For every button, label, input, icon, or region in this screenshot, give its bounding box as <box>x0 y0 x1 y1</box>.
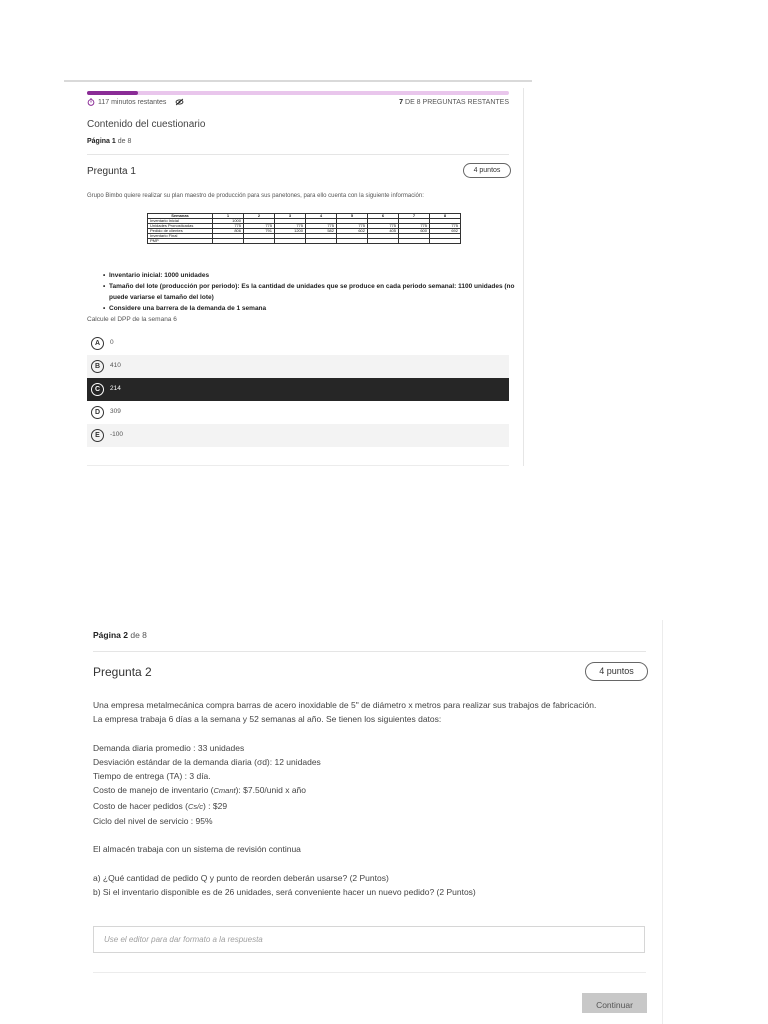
system-note: El almacén trabaja con un sistema de revisión continua <box>93 844 301 855</box>
answer-options <box>87 332 509 447</box>
table-header-cell: 1 <box>213 214 244 219</box>
continue-button[interactable]: Continuar <box>582 993 647 1013</box>
cost-manejo-label: Costo de manejo de inventario ( <box>93 785 214 796</box>
question-2-para-1: Una empresa metalmecánica compra barras de acero inoxidable de 5" de diámetro x metros para realizar sus trabajos de fabricación. <box>93 700 597 710</box>
table-cell <box>399 239 430 244</box>
table-cell: 405 <box>368 229 399 234</box>
option-e[interactable] <box>87 424 509 447</box>
question-2-points-badge: 4 puntos <box>585 662 648 681</box>
table-cell <box>368 239 399 244</box>
table-cell: 1000 <box>213 219 244 224</box>
table-cell: 791 <box>244 229 275 234</box>
questions-remaining-suffix: DE 8 PREGUNTAS RESTANTES <box>405 99 509 106</box>
questions-remaining <box>399 99 509 106</box>
table-cell: 602 <box>337 229 368 234</box>
eye-slash-icon[interactable] <box>175 98 184 106</box>
table-header-cell: 3 <box>275 214 306 219</box>
question-2-para-2: La empresa trabaja 6 días a la semana y 52 semanas al año. Se tienen los siguientes datos: <box>93 714 442 725</box>
option-letter: B <box>91 360 104 373</box>
cost-manejo-symbol: Cmant <box>213 786 236 796</box>
table-header-cell: 2 <box>244 214 275 219</box>
sub-question-b: b) Si el inventario disponible es de 26 unidades, será conveniente hacer un nuevo pedido? (2 Puntos) <box>93 886 476 897</box>
option-text: 410 <box>110 362 121 369</box>
list-item: • Considere una barrera de la demanda de 1 semana <box>103 305 267 312</box>
page-indicator-1 <box>87 138 131 145</box>
table-header-cell: 5 <box>337 214 368 219</box>
table-cell: 775 <box>306 224 337 229</box>
bullet-text: Considere una barrera de la demanda de 1 semana <box>109 305 267 312</box>
option-letter: D <box>91 406 104 419</box>
table-header-cell: 8 <box>430 214 461 219</box>
table-cell: 806 <box>213 229 244 234</box>
page-2-of: de 8 <box>130 630 147 640</box>
production-plan-table <box>147 213 461 244</box>
list-item: • Tamaño del lote (producción por periodo): Es la cantidad de unidades que se produce en cada periodo semanal: 1100 unidades (no puede variarse el tamaño del lote) <box>103 283 515 301</box>
cost-pedido-symbol: Cs/c <box>187 801 203 811</box>
table-cell: Unidades Pronosticadas <box>148 224 213 229</box>
table-cell: 582 <box>306 229 337 234</box>
page-2-label: Página 2 <box>93 630 128 640</box>
cost-pedido-label: Costo de hacer pedidos ( <box>93 800 188 811</box>
page-1-of: de 8 <box>117 138 132 145</box>
table-cell: PMP <box>148 239 213 244</box>
data-line-cost-manejo <box>93 783 646 798</box>
question-2-title: Pregunta 2 <box>93 665 152 679</box>
table-row <box>148 239 461 244</box>
option-c[interactable] <box>87 378 509 401</box>
table-cell: Inventario Inicial <box>148 219 213 224</box>
divider <box>87 465 509 466</box>
divider <box>87 154 509 155</box>
table-cell: 775 <box>337 224 368 229</box>
data-line: Tiempo de entrega (TA) : 3 día. <box>93 771 211 782</box>
option-a[interactable] <box>87 332 509 355</box>
table-cell: 775 <box>368 224 399 229</box>
questions-remaining-count: 7 <box>399 99 404 106</box>
option-letter: C <box>91 383 104 396</box>
table-cell <box>244 239 275 244</box>
table-cell: 775 <box>213 224 244 229</box>
table-header-cell: Semanas <box>148 214 213 219</box>
progress-bar-fill <box>87 91 138 95</box>
table-cell: 775 <box>275 224 306 229</box>
table-cell: Inventario Final <box>148 234 213 239</box>
stopwatch-icon <box>87 98 95 106</box>
table-cell <box>337 239 368 244</box>
question-2-body <box>93 698 646 899</box>
time-remaining: 117 minutos restantes <box>98 99 167 106</box>
data-line: Demanda diaria promedio : 33 unidades <box>93 742 245 753</box>
list-item: • Inventario inicial: 1000 unidades <box>103 272 210 279</box>
question-1-prompt: Calcule el DPP de la semana 6 <box>87 316 177 323</box>
bullet-text: Inventario inicial: 1000 unidades <box>109 272 210 279</box>
divider <box>93 972 646 973</box>
option-d[interactable] <box>87 401 509 424</box>
question-1-title: Pregunta 1 <box>87 166 136 177</box>
table-cell: 692 <box>430 229 461 234</box>
panel-right-border <box>523 88 524 466</box>
table-cell <box>213 239 244 244</box>
option-letter: E <box>91 429 104 442</box>
table-header-cell: 6 <box>368 214 399 219</box>
table-cell <box>275 239 306 244</box>
table-cell: 775 <box>244 224 275 229</box>
answer-input[interactable] <box>94 927 644 952</box>
table-cell: 775 <box>430 224 461 229</box>
table-header-cell: 7 <box>399 214 430 219</box>
option-b[interactable] <box>87 355 509 378</box>
option-letter: A <box>91 337 104 350</box>
table-cell: 775 <box>399 224 430 229</box>
option-text: 0 <box>110 339 114 346</box>
option-text: 309 <box>110 408 121 415</box>
data-line: Desviación estándar de la demanda diaria (σd): 12 unidades <box>93 756 321 767</box>
sub-question-a: a) ¿Qué cantidad de pedido Q y punto de reorden deberán usarse? (2 Puntos) <box>93 872 389 883</box>
table-cell: 1200 <box>275 229 306 234</box>
quiz-status-row <box>87 98 509 110</box>
table-header-cell: 4 <box>306 214 337 219</box>
table-cell <box>430 239 461 244</box>
data-line: Ciclo del nivel de servicio : 95% <box>93 816 213 827</box>
question-1-intro: Grupo Bimbo quiere realizar su plan maestro de producción para sus panetones, para ello cuenta con la siguiente información: <box>87 193 424 199</box>
option-text: -100 <box>110 431 124 438</box>
option-text: 214 <box>110 385 121 392</box>
page-1-label: Página 1 <box>87 138 116 145</box>
answer-editor[interactable] <box>93 926 645 953</box>
quiz-content-title: Contenido del cuestionario <box>87 119 206 130</box>
table-cell: 600 <box>399 229 430 234</box>
page-indicator-2 <box>93 630 147 640</box>
cost-manejo-value: ): $7.50/unid x año <box>235 785 307 796</box>
progress-bar <box>87 91 509 95</box>
table-cell: Pedido de clientes <box>148 229 213 234</box>
divider <box>93 651 646 652</box>
table-cell <box>306 239 337 244</box>
question-1-bullets <box>105 270 515 314</box>
cost-pedido-value: ) : $29 <box>202 800 228 811</box>
panel-right-border <box>662 620 663 1024</box>
data-line-cost-pedido <box>93 799 646 814</box>
bullet-text: Tamaño del lote (producción por periodo): Es la cantidad de unidades que se produce en cada periodo semanal: 1100 unidades (no puede variarse el tamaño del lote) <box>109 283 515 301</box>
panel-top-border <box>64 80 532 82</box>
question-1-points-badge: 4 puntos <box>463 163 511 178</box>
